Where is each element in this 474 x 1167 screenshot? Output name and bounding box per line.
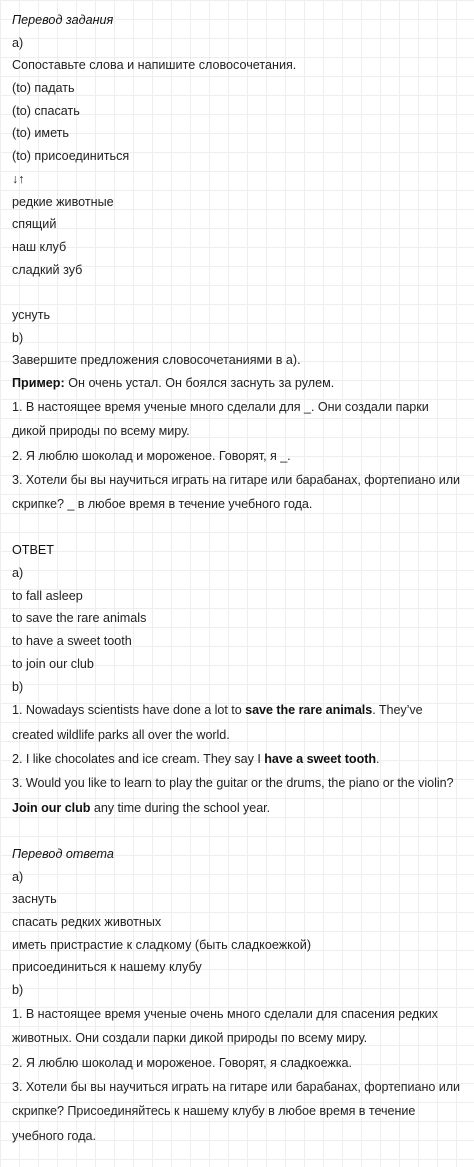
task-noun-3: наш клуб [12,239,67,254]
task-verb-3: (to) иметь [12,126,69,141]
task-b-label: b) [12,330,24,345]
task-sentence-2: 2. Я люблю шоколад и мороженое. Говорят, я _. [12,448,291,463]
task-verb-2: (to) спасать [12,103,80,118]
translation-item-4: присоединиться к нашему клубу [12,960,202,975]
translation-item-2: спасать редких животных [12,915,162,929]
answer-s2-post: . [376,752,380,767]
task-arrows: ↓↑ [12,171,25,186]
task-b-instruction: Завершите предложения словосочетаниями в а). [12,353,301,368]
task-noun-1: редкие животные [12,194,114,209]
task-noun-4: сладкий зуб [12,262,83,277]
spacer [12,820,464,843]
translation-item-1: заснуть [12,892,57,907]
answer-s1-pre: 1. Nowadays scientists have done a lot to [12,703,246,718]
answer-item-2: to save the rare animals [12,611,147,626]
example-label: Пример: [12,376,65,390]
answer-item-4: to join our club [12,656,94,671]
spacer [12,281,464,304]
spacer [12,517,464,540]
translation-a-label: а) [12,869,24,884]
answer-sentence-3 [12,771,464,820]
answer-s1-post: . They’ve created wildlife parks all over the world. [12,703,423,742]
task-a-label: а) [12,35,24,50]
answer-sentence-1 [12,698,464,747]
task-verb-4: (to) присоединиться [12,149,130,164]
task-instruction: Сопоставьте слова и напишите словосочетания. [12,58,297,73]
example-text: Он очень устал. Он боялся заснуть за рулем. [64,376,335,390]
translation-sentence-2: 2. Я люблю шоколад и мороженое. Говорят, я сладкоежка. [12,1055,352,1070]
task-example [12,372,464,395]
answer-section [12,539,464,820]
task-noun-2: спящий [12,217,57,232]
translation-heading: Перевод ответа [12,846,114,861]
answer-s2-bold: have a sweet tooth [264,752,376,767]
task-verb-1: (to) падать [12,81,75,96]
translation-item-3: иметь пристрастие к сладкому (быть сладкоежкой) [12,937,312,952]
answer-a-label: a) [12,566,24,581]
answer-s1-bold: save the rare animals [245,703,373,718]
answer-s3-post: any time during the school year. [90,800,271,815]
answer-b-label: b) [12,679,24,694]
answer-item-1: to fall asleep [12,588,83,603]
translation-b-label: b) [12,983,24,998]
answer-s2-pre: 2. I like chocolates and ice cream. They say I [12,752,265,767]
task-sentence-3: 3. Хотели бы вы научиться играть на гитаре или барабанах, фортепиано или скрипке? _ в любое время в течение учебного года. [12,472,461,512]
task-extra-word: уснуть [12,307,51,322]
answer-sentence-2 [12,747,464,771]
answer-item-3: to have a sweet tooth [12,634,132,649]
answer-heading: ОТВЕТ [12,543,54,558]
answer-s3-pre: 3. Would you like to learn to play the guitar or the drums, the piano or the violin? [12,776,454,791]
answer-s3-bold: Join our club [12,800,91,815]
translation-sentence-1: 1. В настоящее время ученые очень много сделали для спасения редких животных. Они создали парки дикой природы по всему миру. [12,1006,438,1046]
task-sentence-1: 1. В настоящее время ученые много сделали для _. Они создали парки дикой природы по всему миру. [12,399,429,439]
task-heading: Перевод задания [12,13,114,27]
translation-section [12,843,464,1148]
task-section [12,9,464,517]
translation-sentence-3: 3. Хотели бы вы научиться играть на гитаре или барабанах, фортепиано или скрипке? Присоединяйтесь к нашему клубу в любое время в течение учебного года. [12,1079,461,1143]
